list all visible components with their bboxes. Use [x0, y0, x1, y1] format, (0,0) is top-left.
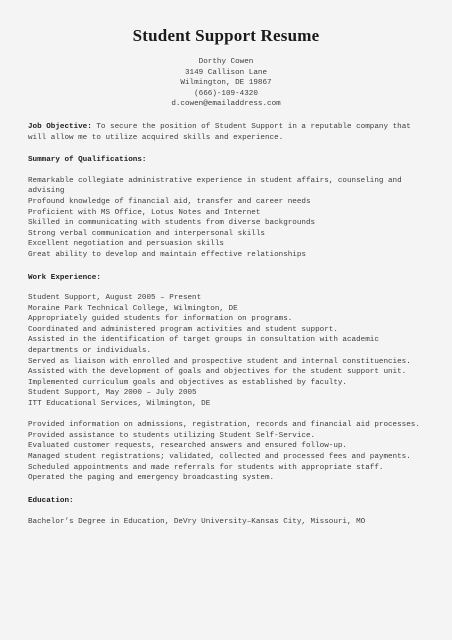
contact-name: Dorthy Cowen — [198, 58, 254, 66]
list-item: Student Support, May 2000 – July 2005 — [28, 389, 197, 398]
qualifications-heading: Summary of Qualifications: — [28, 156, 147, 165]
list-item: Provided assistance to students utilizing Student Self-Service. — [28, 431, 316, 440]
experience-list-1 — [28, 293, 424, 410]
list-item: Profound knowledge of financial aid, transfer and career needs — [28, 197, 311, 206]
spacer — [28, 410, 424, 421]
list-item: Great ability to develop and maintain effective relationships — [28, 250, 306, 259]
page-title: Student Support Resume — [132, 26, 320, 45]
contact-street: 3149 Callison Lane — [184, 68, 268, 77]
list-item: Skilled in communicating with students from diverse backgrounds — [28, 219, 316, 228]
education-text: Bachelor’s Degree in Education, DeVry University–Kansas City, Missouri, MO — [28, 518, 366, 527]
list-item: Provided information on admissions, registration, records and financial aid processes. — [28, 421, 420, 430]
contact-email: d.cowen@emailaddress.com — [171, 100, 281, 109]
contact-phone: (666)-109-4320 — [194, 89, 258, 98]
contact-block — [28, 57, 424, 110]
list-item: Managed student registrations; validated, collected and processed fees and payments. — [28, 453, 411, 461]
experience-section — [28, 273, 424, 484]
list-item: Assisted in the identification of target groups in consultation with academic departments or individuals. — [28, 336, 379, 356]
list-item: Scheduled appointments and made referrals for students with appropriate staff. — [28, 463, 384, 472]
list-item: Excellent negotiation and persuasion skills — [28, 240, 224, 249]
list-item: Remarkable collegiate administrative experience in student affairs, counseling and advising — [28, 176, 402, 196]
experience-heading: Work Experience: — [28, 273, 101, 282]
education-heading: Education: — [28, 496, 74, 505]
list-item: Implemented curriculum goals and objectives as established by faculty. — [28, 378, 347, 387]
list-item: Served as liaison with enrolled and prospective student and internal constituencies. — [28, 357, 411, 366]
list-item: ITT Educational Services, Wilmington, DE — [28, 400, 211, 409]
objective-label: Job Objective: — [28, 122, 92, 131]
list-item: Operated the paging and emergency broadcasting system. — [28, 474, 275, 483]
experience-list-2 — [28, 420, 424, 484]
list-item: Evaluated customer requests, researched answers and ensured follow-up. — [28, 442, 347, 451]
qualifications-section — [28, 155, 424, 260]
list-item: Student Support, August 2005 – Present — [28, 294, 202, 303]
education-section — [28, 496, 424, 528]
objective-section — [28, 122, 424, 143]
list-item: Appropriately guided students for information on programs. — [28, 315, 293, 324]
list-item: Coordinated and administered program activities and student support. — [28, 325, 338, 334]
objective-text: To secure the position of Student Support in a reputable company that will allow me to utilize acquired skills and experience. — [28, 122, 411, 142]
list-item: Strong verbal communication and interpersonal skills — [28, 229, 265, 238]
list-item: Proficient with MS Office, Lotus Notes and Internet — [28, 208, 261, 217]
list-item: Moraine Park Technical College, Wilmington, DE — [28, 304, 238, 313]
contact-city: Wilmington, DE 19867 — [180, 79, 272, 88]
qualifications-list — [28, 176, 424, 261]
list-item: Assisted with the development of goals and objectives for the student support unit. — [28, 368, 407, 377]
